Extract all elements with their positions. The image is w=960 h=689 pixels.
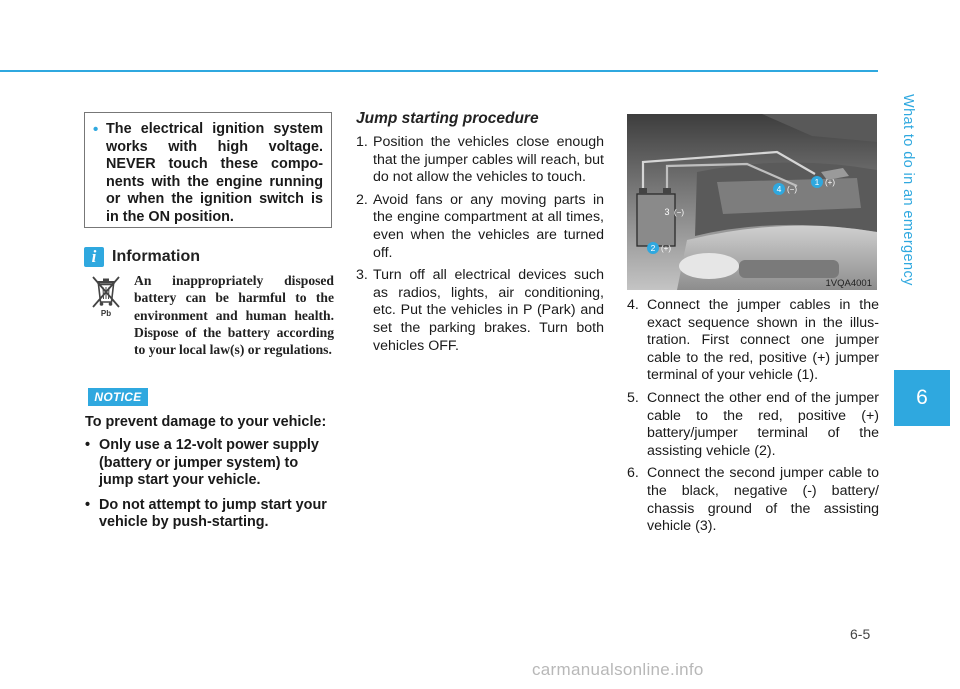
information-label: Information [112, 248, 200, 265]
notice-list [85, 437, 335, 539]
step-text: Connect the second jumper cable to the black, negative (-) battery/ chassis ground of the assisting vehicle (3). [647, 465, 879, 535]
callout-sign: (+) [661, 244, 671, 253]
list-item [627, 390, 879, 460]
list-item [85, 437, 335, 490]
step-text: Position the vehicles close enough that the jumper cables will reach, but do not allow the vehicles to touch. [373, 134, 604, 186]
callout-number: 4 [776, 184, 782, 194]
list-item [356, 192, 604, 262]
step-number: 1. [356, 134, 368, 150]
battery-terminal-positive [639, 188, 647, 194]
step-number: 3. [356, 267, 368, 284]
list-bullet: • [85, 437, 91, 453]
list-item [356, 134, 604, 187]
figure-code: 1VQA4001 [825, 278, 872, 289]
header-rule [0, 70, 878, 72]
warning-bullet: • [93, 121, 99, 138]
watermark: carmanualsonline.info [532, 660, 704, 679]
front-grille [739, 260, 839, 278]
warning-item [93, 121, 323, 227]
information-text: An inappropriately disposed battery can be harmful to the environment and human health. Dispose of the battery according to your local law(s) or regulations. [134, 273, 334, 358]
chapter-side-title: What to do in an emergency [900, 94, 916, 286]
step-number: 4. [627, 297, 639, 313]
crossed-bin-icon [86, 272, 126, 318]
procedure-steps-continued [627, 297, 879, 541]
step-number: 6. [627, 465, 639, 482]
headlight [679, 253, 739, 279]
chapter-tab: 6 [894, 370, 950, 426]
info-icon: i [84, 247, 104, 267]
list-item [627, 297, 879, 385]
page-number: 6-5 [850, 626, 871, 642]
list-item [356, 267, 604, 355]
list-bullet: • [85, 496, 91, 513]
step-number: 2. [356, 191, 368, 208]
step-number: 5. [627, 389, 639, 406]
list-item [85, 497, 335, 532]
notice-lead: To prevent damage to your vehicle: [85, 414, 327, 430]
information-heading [84, 247, 200, 267]
warning-box [84, 112, 332, 228]
assisting-battery [637, 194, 675, 246]
callout-number: 1 [814, 177, 820, 187]
callout-sign: (−) [674, 208, 684, 217]
bin-label: Pb [100, 309, 112, 318]
step-text: Connect the other end of the jumper cable to the red, positive (+) battery/jumper terminal of the assisting vehicle (2). [647, 389, 879, 459]
callout-number: 3 [664, 207, 670, 217]
battery-terminal-negative [663, 188, 671, 194]
notice-badge: NOTICE [88, 388, 148, 406]
section-title: Jump starting procedure [356, 110, 539, 127]
jump-start-illustration [627, 114, 877, 290]
step-text: Turn off all electrical devices such as radios, lights, air conditioning, etc. Put the vehicles in P (Park) and set the parking brakes. Turn both vehicles OFF. [373, 267, 604, 354]
list-text: Only use a 12-volt power supply (battery or jumper system) to jump start your vehicle. [99, 437, 319, 489]
step-text: Connect the jumper cables in the exact sequence shown in the illus-tration. First connect one jumper cable to the red, positive (+) jumper terminal of your vehicle (1). [647, 297, 879, 384]
warning-text: The electrical ignition system works with high voltage. NEVER touch these compo-nents with the engine running or when the ignition switch is in the ON position. [106, 121, 323, 225]
callout-sign: (−) [787, 185, 797, 194]
list-item [627, 465, 879, 535]
step-text: Avoid fans or any moving parts in the engine compartment at all times, even when the vehicles are turned off. [373, 191, 604, 261]
callout-number: 2 [650, 243, 656, 253]
callout-sign: (+) [825, 178, 835, 187]
list-text: Do not attempt to jump start your vehicle by push-starting. [99, 496, 327, 531]
procedure-steps [356, 134, 604, 360]
